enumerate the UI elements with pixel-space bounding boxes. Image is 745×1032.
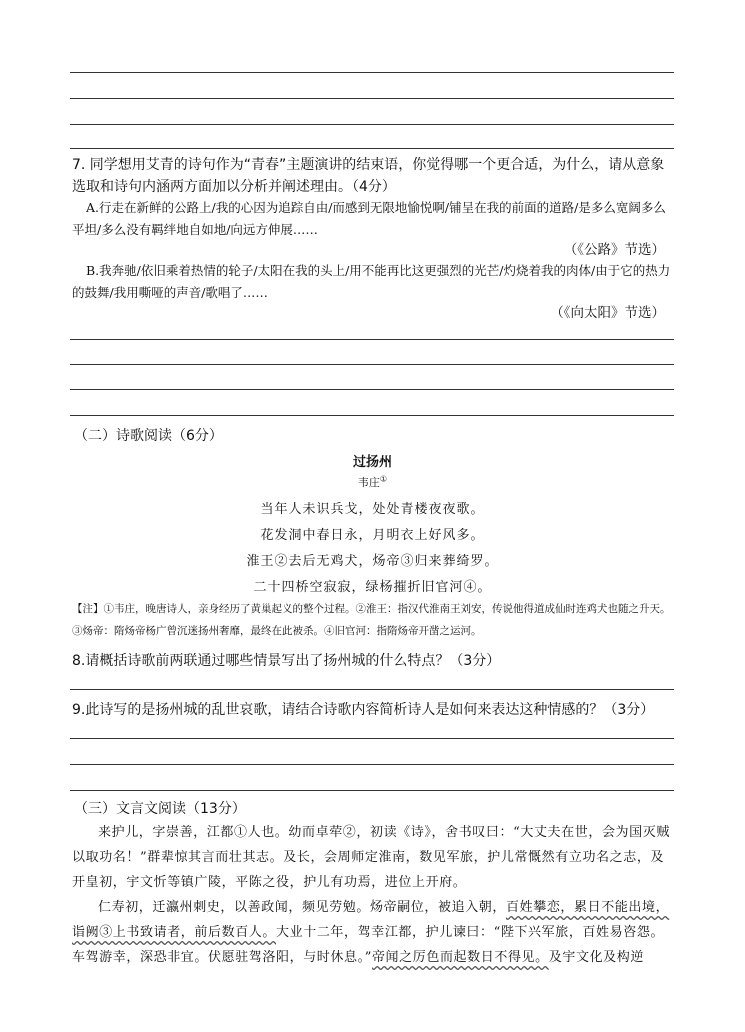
answer-line xyxy=(70,124,674,125)
question-7-option-a: A.行走在新鲜的公路上/我的心因为追踪自由/而感到无限地愉悦啊/铺呈在我的前面的道路/是多么宽阔多么平坦/多么没有羁绊地自如地/向远方伸展…… xyxy=(72,200,666,237)
poem-author-name: 韦庄 xyxy=(357,476,380,489)
passage-paragraph-2 xyxy=(72,895,676,970)
question-7-source-a: （《公路》节选） xyxy=(563,242,665,258)
poem-line: 花发洞中春日永，月明衣上好风多。 xyxy=(260,528,485,543)
passage-text: 大业十二年，驾幸江都，护儿谏曰：“陛下兴军旅，百姓易咨怨。车驾游幸，深恐非宜。伏愿驻驾洛阳，与时休息。” xyxy=(72,925,665,965)
passage-text: 及宇文化及构逆 xyxy=(548,950,644,965)
underlined-sentence-2: 帝闻之厉色而起数日不得见。 xyxy=(371,950,549,965)
question-7-source-b: （《向太阳》节选） xyxy=(550,305,665,321)
section-3-heading: （三）文言文阅读（13分） xyxy=(74,801,246,817)
answer-line xyxy=(70,790,674,791)
passage-text: 仁寿初，迁瀛州刺史，以善政闻，频见劳勉。炀帝嗣位，被追入朝， xyxy=(98,900,507,915)
poem-author-note-mark: ① xyxy=(379,474,388,484)
poem-author xyxy=(0,474,745,490)
answer-line xyxy=(70,738,674,739)
answer-line xyxy=(70,764,674,765)
answer-line xyxy=(70,148,674,149)
poem-line: 二十四桥空寂寂，绿杨摧折旧官河④。 xyxy=(253,580,492,595)
poem-line: 当年人未识兵戈，处处青楼夜夜歌。 xyxy=(260,502,485,517)
answer-line xyxy=(70,339,674,340)
question-7: 7. 同学想用艾青的诗句作为“青春”主题演讲的结束语，你觉得哪一个更合适，为什么，请从意象选取和诗句内涵两方面加以分析并阐述理由。（4分） xyxy=(72,157,665,195)
answer-line xyxy=(70,415,674,416)
passage-paragraph-1: 来护儿，字崇善，江都①人也。幼而卓荦②，初读《诗》，舍书叹曰：“大丈夫在世，会为国灭贼以取功名！”群辈惊其言而壮其志。及长，会周师定淮南，数见军旅，护儿常慨然有立功名之志，及开皇初，宇文忻等镇广陵，平陈之役，护儿有功焉，进位上开府。 xyxy=(72,825,670,890)
underlined-sentence-1: 百姓攀恋，累日不能出境，诣阙③上书致请者，前后数百人。 xyxy=(72,900,670,940)
answer-line xyxy=(70,689,674,690)
question-9: 9.此诗写的是扬州城的乱世哀歌，请结合诗歌内容简析诗人是如何来表达这种情感的？（3分） xyxy=(72,702,655,718)
section-2-heading: （二）诗歌阅读（6分） xyxy=(74,428,223,444)
poem-annotation: 【注】①韦庄，晚唐诗人，亲身经历了黄巢起义的整个过程。②淮王：指汉代淮南王刘安，传说他得道成仙时连鸡犬也随之升天。③炀帝：隋炀帝杨广曾沉迷扬州奢靡，最终在此被杀。④旧官河：指隋炀帝开凿之运河。 xyxy=(72,603,671,637)
question-8: 8.请概括诗歌前两联通过哪些情景写出了扬州城的什么特点？（3分） xyxy=(72,653,501,669)
question-7-option-b: B.我奔驰/依旧乘着热情的轮子/太阳在我的头上/用不能再比这更强烈的光芒/灼烧着我的肉体/由于它的热力的鼓舞/我用嘶哑的声音/歌唱了…… xyxy=(72,263,671,300)
answer-line xyxy=(70,389,674,390)
answer-line xyxy=(70,72,674,73)
poem-line: 淮王②去后无鸡犬，炀帝③归来葬绮罗。 xyxy=(246,554,499,569)
answer-line xyxy=(70,364,674,365)
answer-line xyxy=(70,98,674,99)
poem-title: 过扬州 xyxy=(352,455,392,470)
